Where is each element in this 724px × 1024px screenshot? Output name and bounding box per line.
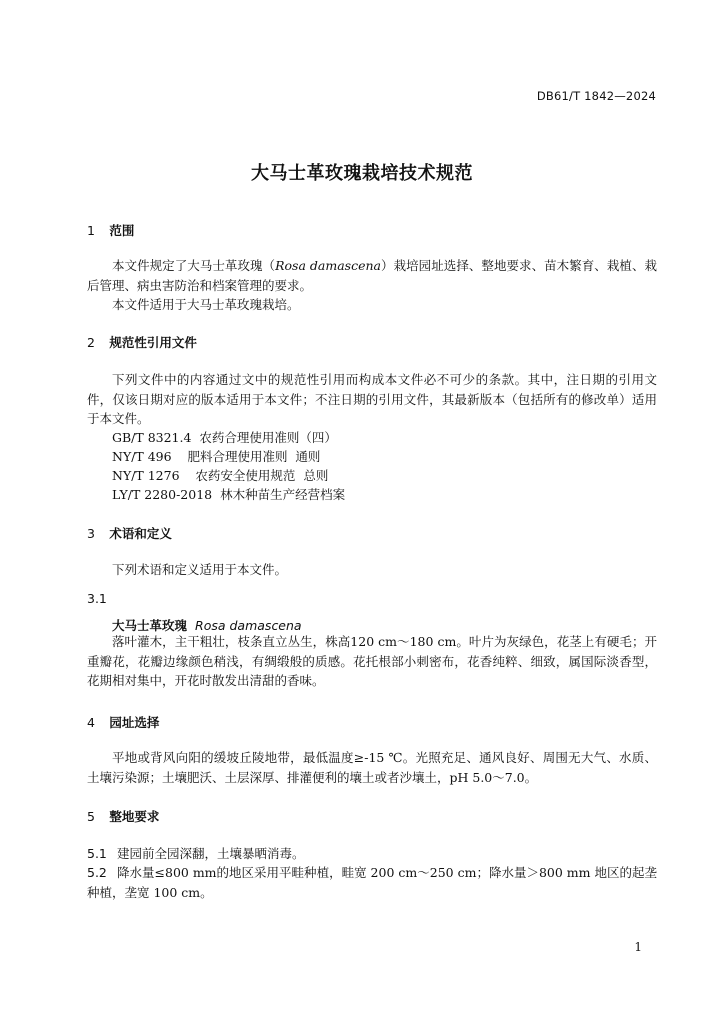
reference-item: NY/T 496 肥料合理使用准则 通则: [112, 449, 321, 464]
section-3-paragraph-1: 下列术语和定义适用于本文件。: [112, 562, 288, 577]
subsection-number: 3.1: [87, 591, 107, 606]
page-number: 1: [634, 940, 642, 954]
section-2-paragraph-1: 下列文件中的内容通过文中的规范性引用而构成本文件必不可少的条款。其中，注日期的引用文件，仅该日期对应的版本适用于本文件；不注日期的引用文件，其最新版本（包括所有的修改单）适用于本文件。: [87, 372, 657, 426]
section-4-heading: [87, 713, 159, 731]
section-title: 范围: [109, 223, 135, 238]
clause-5-1: [87, 844, 657, 864]
section-2-heading: [87, 333, 197, 351]
section-1-paragraph-1: [87, 256, 657, 295]
reference-item: LY/T 2280-2018 林木种苗生产经营档案: [112, 487, 346, 502]
section-3-heading: [87, 524, 172, 542]
reference-item: GB/T 8321.4 农药合理使用准则（四）: [112, 430, 337, 445]
reference-item: NY/T 1276 农药安全使用规范 总则: [112, 468, 329, 483]
clause-number: 5.1: [87, 846, 107, 861]
section-1-heading: [87, 221, 134, 239]
section-title: 整地要求: [109, 809, 160, 824]
section-number: 3: [87, 526, 95, 541]
section-title: 术语和定义: [109, 526, 172, 541]
section-title: 规范性引用文件: [109, 335, 197, 350]
term-latin-name: Rosa damascena: [195, 618, 302, 633]
section-number: 1: [87, 223, 95, 238]
section-1-paragraph-2: 本文件适用于大马士革玫瑰栽培。: [112, 297, 300, 312]
clause-text: 建园前全园深翻，土壤暴晒消毒。: [117, 846, 305, 861]
section-5-heading: [87, 807, 159, 825]
document-title: 大马士革玫瑰栽培技术规范: [251, 163, 473, 184]
text-run: ）栽培园址选择、整地要求、苗木繁育、栽植、栽后管理、病虫害防治和档案管理的要求。: [87, 258, 657, 293]
term-name: 大马士革玫瑰: [112, 618, 188, 633]
standard-code: DB61/T 1842—2024: [536, 89, 656, 103]
section-number: 4: [87, 715, 95, 730]
clause-5-2: [87, 863, 657, 902]
section-4-paragraph-1: 平地或背风向阳的缓坡丘陵地带，最低温度≥-15 ℃。光照充足、通风良好、周围无大气、水质、土壤污染源；土壤肥沃、土层深厚、排灌便利的壤土或者沙壤土，pH 5.0～7.0。: [87, 750, 657, 785]
term-definition: 落叶灌木，主干粗壮，枝条直立丛生，株高120 cm～180 cm。叶片为灰绿色，花茎上有硬毛；开重瓣花，花瓣边缘颜色稍浅，有绸缎般的质感。花托根部小刺密布，花香纯粹、细致，属国际淡香型，花期相对集中，开花时散发出清甜的香味。: [87, 634, 657, 688]
clause-number: 5.2: [87, 865, 107, 880]
section-number: 2: [87, 335, 95, 350]
text-run: 本文件规定了大马士革玫瑰（: [112, 258, 276, 273]
section-number: 5: [87, 809, 95, 824]
clause-text: 降水量≤800 mm的地区采用平畦种植，畦宽 200 cm～250 cm；降水量＞800 mm 地区的起垄种植，垄宽 100 cm。: [87, 865, 657, 900]
section-title: 园址选择: [109, 715, 160, 730]
latin-name: Rosa damascena: [275, 258, 381, 273]
